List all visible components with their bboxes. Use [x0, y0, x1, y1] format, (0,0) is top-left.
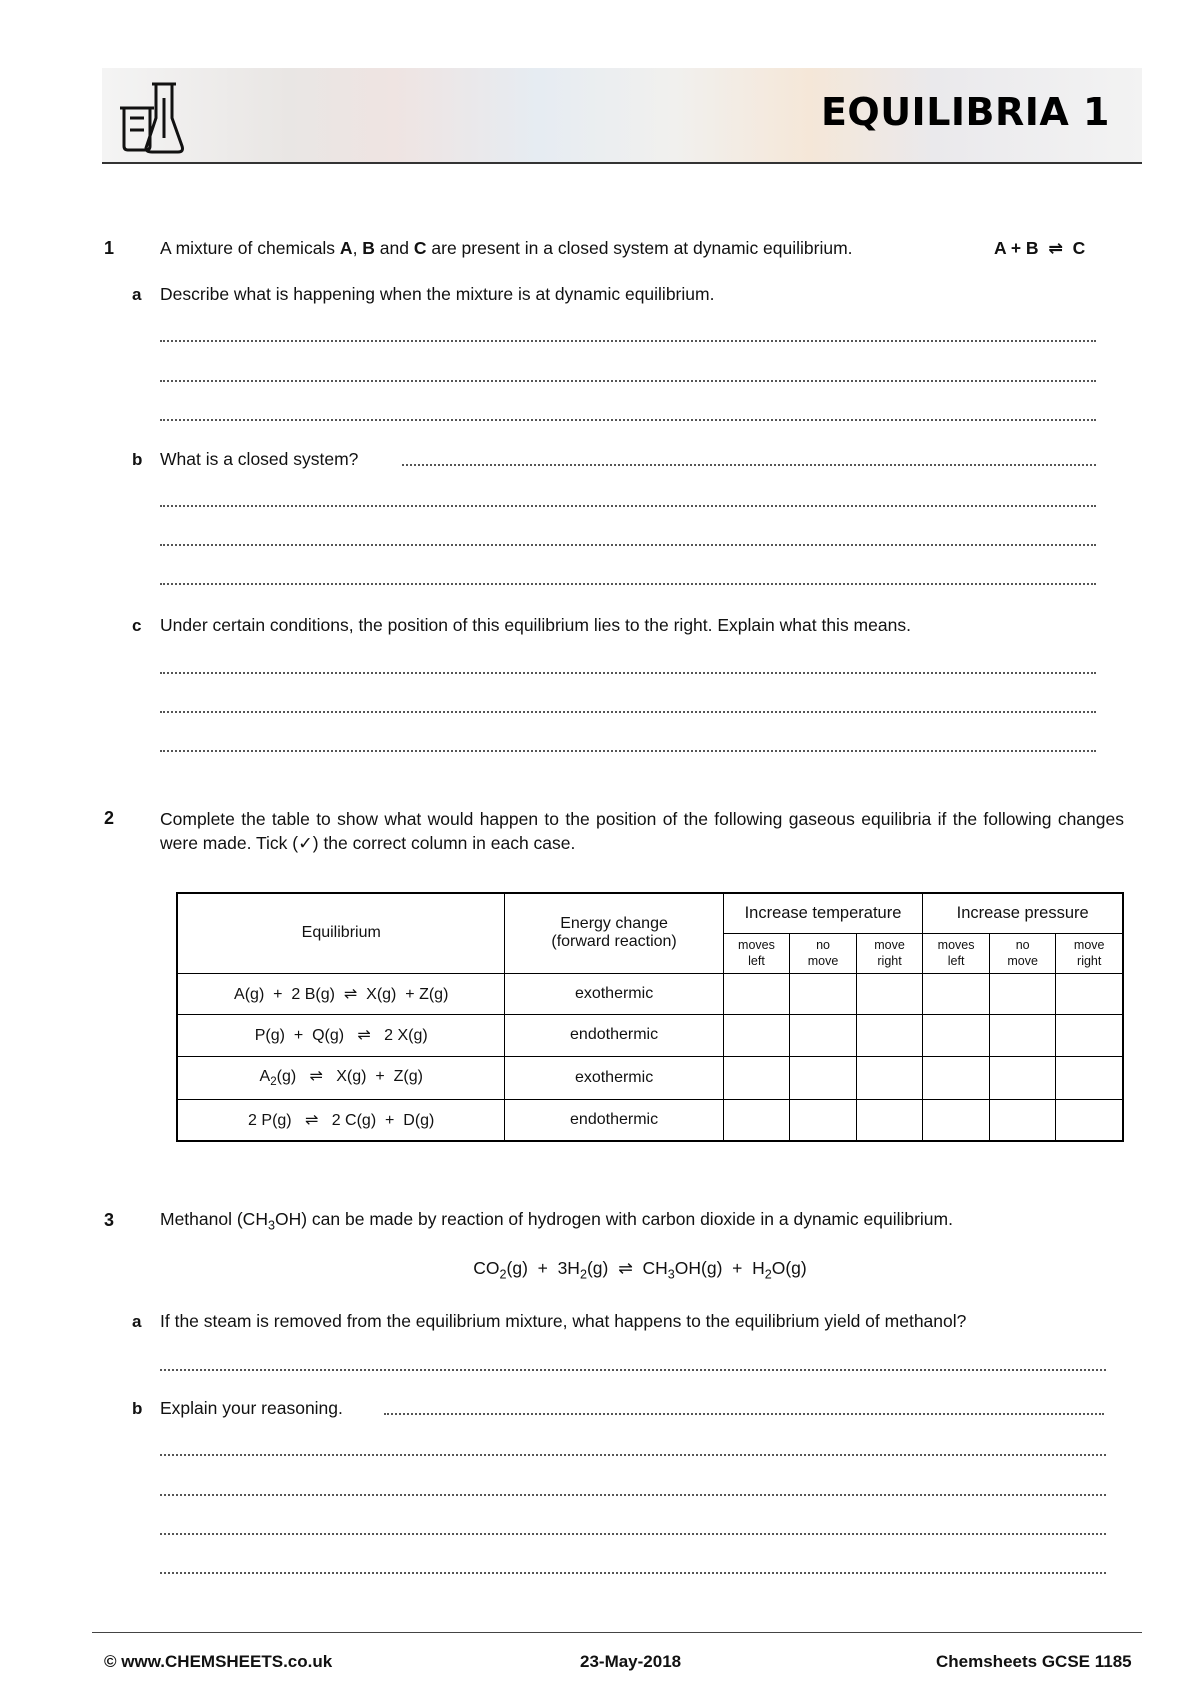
tick-cell[interactable]	[790, 1056, 857, 1099]
group-increase-pressure: Increase pressure	[923, 893, 1123, 933]
q1-stem: A mixture of chemicals A, B and C are present in a closed system at dynamic equilibrium.	[160, 238, 853, 258]
tick-cell[interactable]	[1056, 973, 1123, 1014]
sub-moves-left: moves left	[723, 933, 790, 973]
sub-no-move: no move	[790, 933, 857, 973]
tick-cell[interactable]	[856, 973, 923, 1014]
q1b-label: b	[132, 450, 143, 469]
lab-glassware-icon	[116, 78, 188, 154]
table-row	[177, 1099, 1123, 1141]
energy-cell: endothermic	[505, 1014, 723, 1056]
answer-line[interactable]	[160, 1570, 1106, 1574]
sub-no-move: no move	[989, 933, 1056, 973]
sub-move-right: move right	[1056, 933, 1123, 973]
equilibrium-cell: 2 P(g) ⇌ 2 C(g) + D(g)	[177, 1099, 505, 1141]
answer-line[interactable]	[384, 1411, 1104, 1415]
answer-line[interactable]	[160, 417, 1096, 421]
tick-cell[interactable]	[790, 1099, 857, 1141]
energy-cell: endothermic	[505, 1099, 723, 1141]
q1b-text: What is a closed system?	[160, 449, 359, 469]
answer-line[interactable]	[160, 1367, 1106, 1371]
answer-line[interactable]	[160, 1492, 1106, 1496]
answer-line[interactable]	[160, 1531, 1106, 1535]
answer-line[interactable]	[160, 1452, 1106, 1456]
answer-line[interactable]	[160, 748, 1096, 752]
footer-sheet-id: Chemsheets GCSE 1185	[936, 1652, 1132, 1671]
q3-equation: $CO_2(g) + 3H_2(g)$ ⇌ $CH_3OH(g) + H_2O(g)$	[473, 1258, 807, 1282]
sub-moves-left: moves left	[923, 933, 990, 973]
answer-line[interactable]	[160, 378, 1096, 382]
col-equilibrium: Equilibrium	[177, 893, 505, 973]
tick-cell[interactable]	[723, 1056, 790, 1099]
footer-date: 23-May-2018	[580, 1652, 682, 1671]
tick-cell[interactable]	[923, 973, 990, 1014]
tick-cell[interactable]	[856, 1014, 923, 1056]
q1a-text: Describe what is happening when the mixture is at dynamic equilibrium.	[160, 284, 715, 304]
tick-cell[interactable]	[723, 1099, 790, 1141]
q2-number: 2	[104, 808, 115, 828]
q3-stem: Methanol $(CH_3OH)$ can be made by reaction of hydrogen with carbon dioxide in a dynamic equilibrium.	[160, 1209, 953, 1233]
answer-line[interactable]	[160, 542, 1096, 546]
q1-number: 1	[104, 238, 115, 258]
equilibrium-cell: P(g) + Q(g) ⇌ 2 X(g)	[177, 1014, 505, 1056]
answer-line[interactable]	[402, 462, 1096, 466]
tick-cell[interactable]	[1056, 1056, 1123, 1099]
tick-cell[interactable]	[790, 1014, 857, 1056]
table-row	[177, 1056, 1123, 1099]
col-energy-change: Energy change (forward reaction)	[505, 893, 723, 973]
tick-cell[interactable]	[923, 1014, 990, 1056]
energy-cell: exothermic	[505, 1056, 723, 1099]
q3-number: 3	[104, 1210, 115, 1230]
q1c-text: Under certain conditions, the position of this equilibrium lies to the right. Explain what this means.	[160, 615, 911, 635]
energy-cell: exothermic	[505, 973, 723, 1014]
answer-line[interactable]	[160, 338, 1096, 342]
q2-text: Complete the table to show what would happen to the position of the following gaseous equilibria if the following changes were made. Tick (✓) the correct column in each case.	[160, 809, 1124, 853]
tick-cell[interactable]	[723, 973, 790, 1014]
tick-cell[interactable]	[723, 1014, 790, 1056]
q3a-text: If the steam is removed from the equilibrium mixture, what happens to the equilibrium yield of methanol?	[160, 1311, 967, 1331]
tick-cell[interactable]	[989, 1056, 1056, 1099]
tick-cell[interactable]	[989, 1099, 1056, 1141]
tick-cell[interactable]	[1056, 1014, 1123, 1056]
q3b-label: b	[132, 1399, 143, 1418]
tick-cell[interactable]	[856, 1099, 923, 1141]
tick-cell[interactable]	[923, 1099, 990, 1141]
group-increase-temperature: Increase temperature	[723, 893, 923, 933]
tick-cell[interactable]	[790, 973, 857, 1014]
q1-equation: A + B ⇌ C	[994, 238, 1086, 258]
equilibrium-cell: $A_2(g)$ ⇌ X(g) + Z(g)	[177, 1056, 505, 1099]
sub-move-right: move right	[856, 933, 923, 973]
answer-line[interactable]	[160, 581, 1096, 585]
tick-cell[interactable]	[989, 1014, 1056, 1056]
q3b-text: Explain your reasoning.	[160, 1398, 343, 1418]
tick-cell[interactable]	[856, 1056, 923, 1099]
equilibrium-cell: A(g) + 2 B(g) ⇌ X(g) + Z(g)	[177, 973, 505, 1014]
answer-line[interactable]	[160, 670, 1096, 674]
equilibria-table	[176, 892, 1124, 1142]
tick-cell[interactable]	[1056, 1099, 1123, 1141]
answer-line[interactable]	[160, 709, 1096, 713]
table-row	[177, 973, 1123, 1014]
table-row	[177, 1014, 1123, 1056]
q1c-label: c	[132, 616, 142, 635]
tick-cell[interactable]	[989, 973, 1056, 1014]
q3a-label: a	[132, 1312, 142, 1331]
q1a-label: a	[132, 285, 142, 304]
answer-line[interactable]	[160, 503, 1096, 507]
footer-divider	[92, 1632, 1142, 1633]
tick-cell[interactable]	[923, 1056, 990, 1099]
footer-copyright: © www.CHEMSHEETS.co.uk	[104, 1652, 333, 1671]
header-banner	[102, 68, 1142, 164]
page-title: EQUILIBRIA 1	[820, 90, 1110, 134]
